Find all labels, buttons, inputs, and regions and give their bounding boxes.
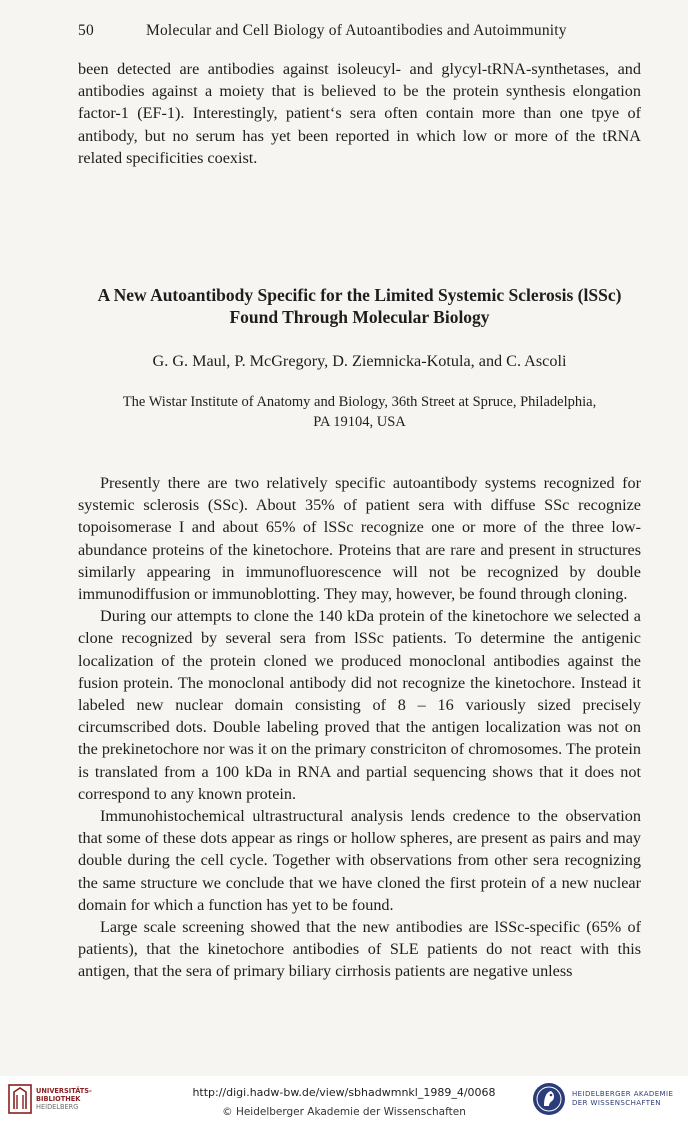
digitization-footer <box>0 1076 688 1125</box>
source-url-link[interactable]: http://digi.hadw-bw.de/view/sbhadwmnkl_1989_4/0068 <box>192 1086 496 1099</box>
article-title-line-2: Found Through Molecular Biology <box>229 306 490 327</box>
academy-name-line-2: DER WISSENSCHAFTEN <box>572 1099 661 1107</box>
academy-name-line-1: HEIDELBERGER AKADEMIE <box>572 1090 674 1098</box>
affiliation-line-1: The Wistar Institute of Anatomy and Biology, 36th Street at Spruce, Philadelphia, <box>122 394 597 411</box>
body-paragraph-1: Presently there are two relatively specific autoantibody systems recognized for systemic sclerosis (SSc). About 35% of patient sera with diffuse SSc recognize topoisomerase I and about 65% of lSSc recognize one or more of the three low-abundance proteins of the kinetochore. Proteins that are rare and present in structures similarly appearing in immunofluorescence will not be recognized by double immunodiffusion or immunoblotting. They may, however, be found through cloning. <box>78 474 641 604</box>
academy-seal-icon <box>532 1082 566 1116</box>
affiliation-line-2: PA 19104, USA <box>313 414 406 431</box>
ub-name-line-2: BIBLIOTHEK <box>36 1095 81 1103</box>
article-title-line-1: A New Autoantibody Specific for the Limited Systemic Sclerosis (lSSc) <box>97 285 622 306</box>
running-header <box>78 22 640 40</box>
running-title: Molecular and Cell Biology of Autoantibodies and Autoimmunity <box>146 22 567 39</box>
article-affiliation <box>78 392 641 432</box>
body-paragraph-2: During our attempts to clone the 140 kDa protein of the kinetochore we selected a clone recognized by several sera from lSSc patients. To determine the antigenic localization of the protein cloned we produced monoclonal antibodies against the fusion protein. The monoclonal antibody did not recognize the kinetochore. Instead it labeled new nuclear domain consisting of 8 – 16 variously sized precisely circumscribed dots. Double labeling proved that the antigen localization was not on the prekinetochore nor was it on the primary constriciton of chromosomes. The protein is translated from a 100 kDa in RNA and partial sequencing shows that it does not correspond to any known protein. <box>78 607 641 803</box>
body-paragraph-4: Large scale screening showed that the new antibodies are lSSc-specific (65% of patients), that the kinetochore antibodies of SLE patients do not react with this antigen, that the sera of primary biliary cirrhosis patients are negative unless <box>78 918 641 981</box>
page-content <box>78 58 641 983</box>
ub-name-line-3: HEIDELBERG <box>36 1103 79 1111</box>
article-body <box>78 472 641 983</box>
intro-paragraph: been detected are antibodies against isoleucyl- and glycyl-tRNA-synthetases, and antibodies against a moiety that is believed to be the protein synthesis elongation factor-1 (EF-1). Interestingly, patient‘s sera often contain more than one tpye of antibody, but no serum has yet been reported in which low or more of the tRNA related specificities coexist. <box>78 60 641 167</box>
article-authors: G. G. Maul, P. McGregory, D. Ziemnicka-Kotula, and C. Ascoli <box>152 352 567 371</box>
ub-name-line-1: UNIVERSITÄTS- <box>36 1087 92 1095</box>
article-title <box>78 285 641 328</box>
page-number: 50 <box>78 22 94 39</box>
body-paragraph-3: Immunohistochemical ultrastructural analysis lends credence to the observation that some of these dots appear as rings or hollow spheres, are present as pairs and may double during the cell cycle. Together with observations from other sera recognizing the same structure we conclude that we have cloned the first protein of a new nuclear domain for which a function has yet to be found. <box>78 807 641 914</box>
copyright-notice: © Heidelberger Akademie der Wissenschaften <box>222 1106 466 1118</box>
academy-name <box>572 1090 673 1108</box>
